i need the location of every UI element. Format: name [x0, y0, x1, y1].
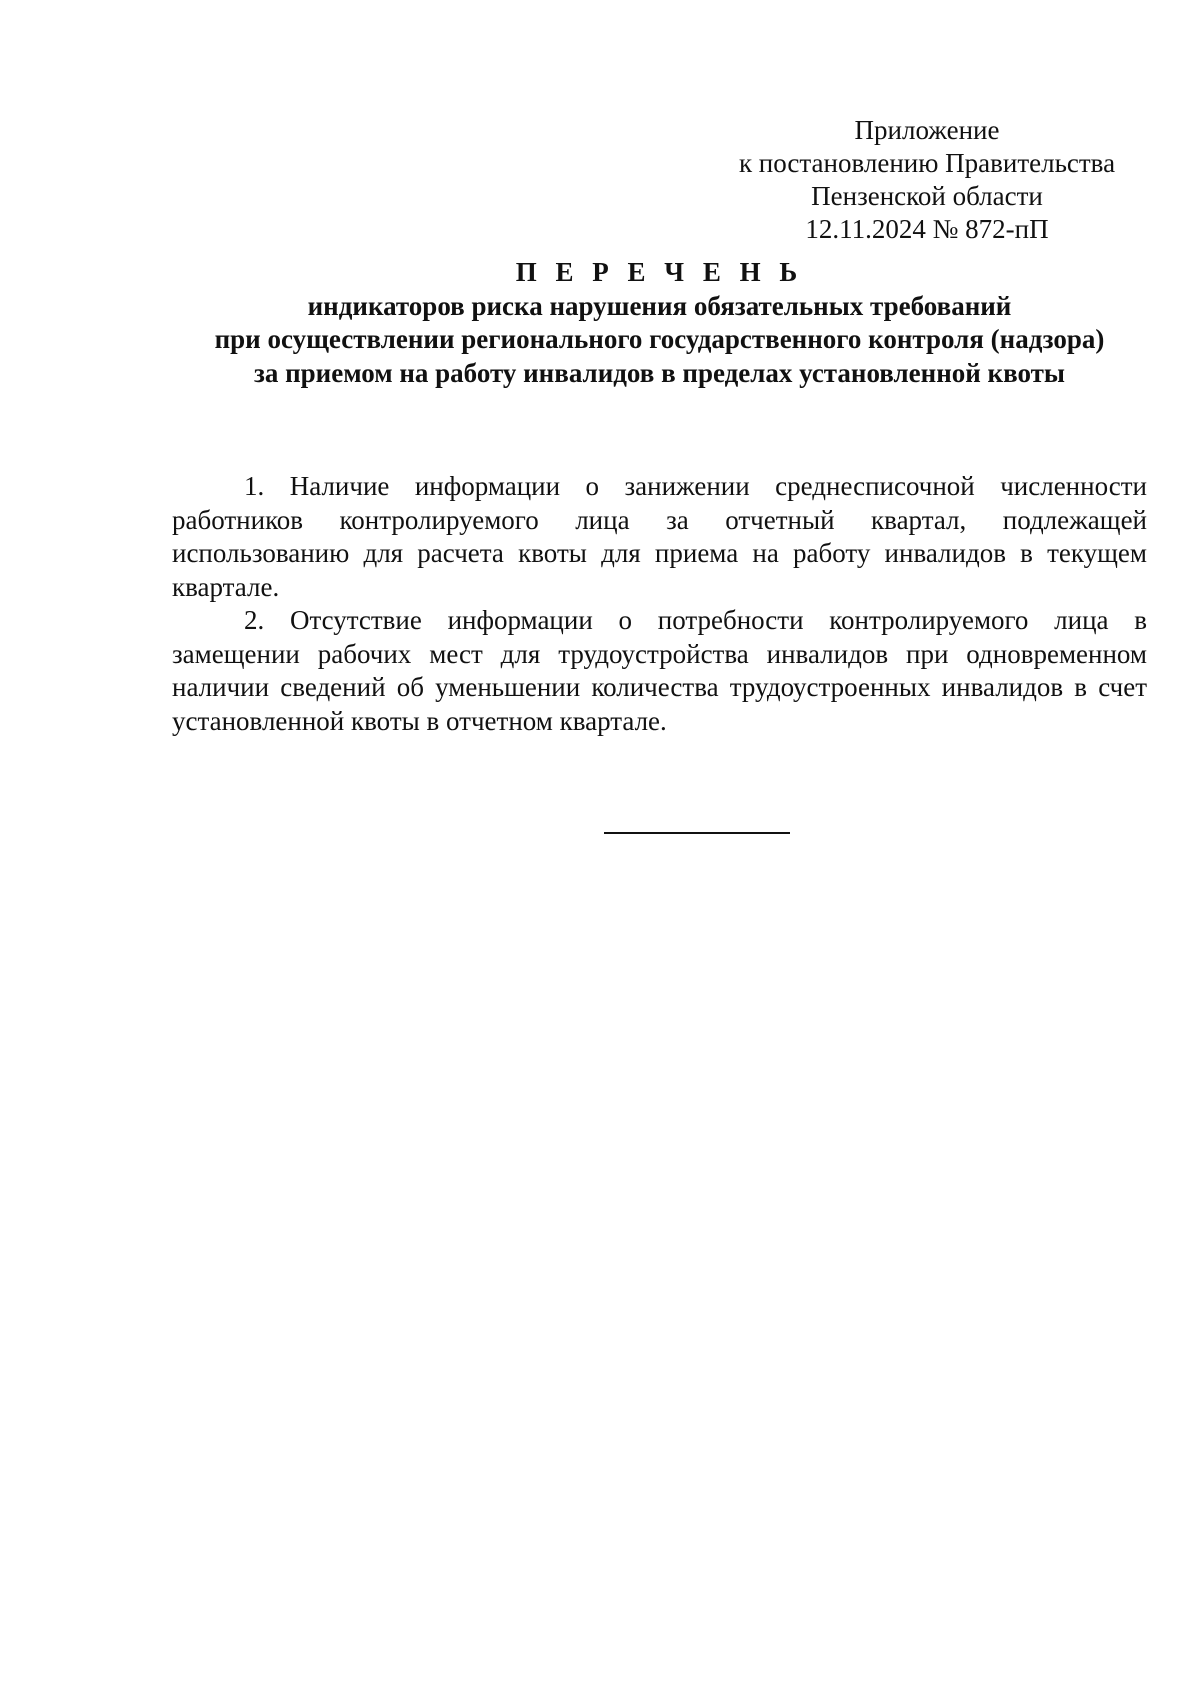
title-line-3: за приемом на работу инвалидов в пределах установленной квоты	[253, 357, 1065, 388]
list-item: 2. Отсутствие информации о потребности контролируемого лица в замещении рабочих мест для трудоустройства инвалидов при одновременном наличии сведений об уменьшении количества трудоустроенных инвалидов в счет установленной квоты в отчетном квартале.	[172, 605, 1147, 736]
appendix-block	[712, 114, 1142, 246]
document-title	[172, 256, 1147, 390]
appendix-resolution: к постановлению Правительства	[738, 148, 1116, 178]
appendix-region: Пензенской области	[811, 181, 1043, 211]
appendix-label: Приложение	[854, 115, 1000, 145]
appendix-date-number: 12.11.2024 № 872-пП	[805, 214, 1049, 244]
list-item: 1. Наличие информации о занижении среднесписочной численности работников контролируемого лица за отчетный квартал, подлежащей использованию для расчета квоты для приема на работу инвалидов в текущем квартале.	[172, 471, 1147, 602]
title-line-2: при осуществлении регионального государственного контроля (надзора)	[214, 324, 1105, 354]
title-heading: П Е Р Е Ч Е Н Ь	[515, 257, 804, 287]
document-body	[172, 470, 1147, 738]
closing-divider	[604, 832, 790, 834]
title-line-1: индикаторов риска нарушения обязательных требований	[307, 290, 1012, 321]
